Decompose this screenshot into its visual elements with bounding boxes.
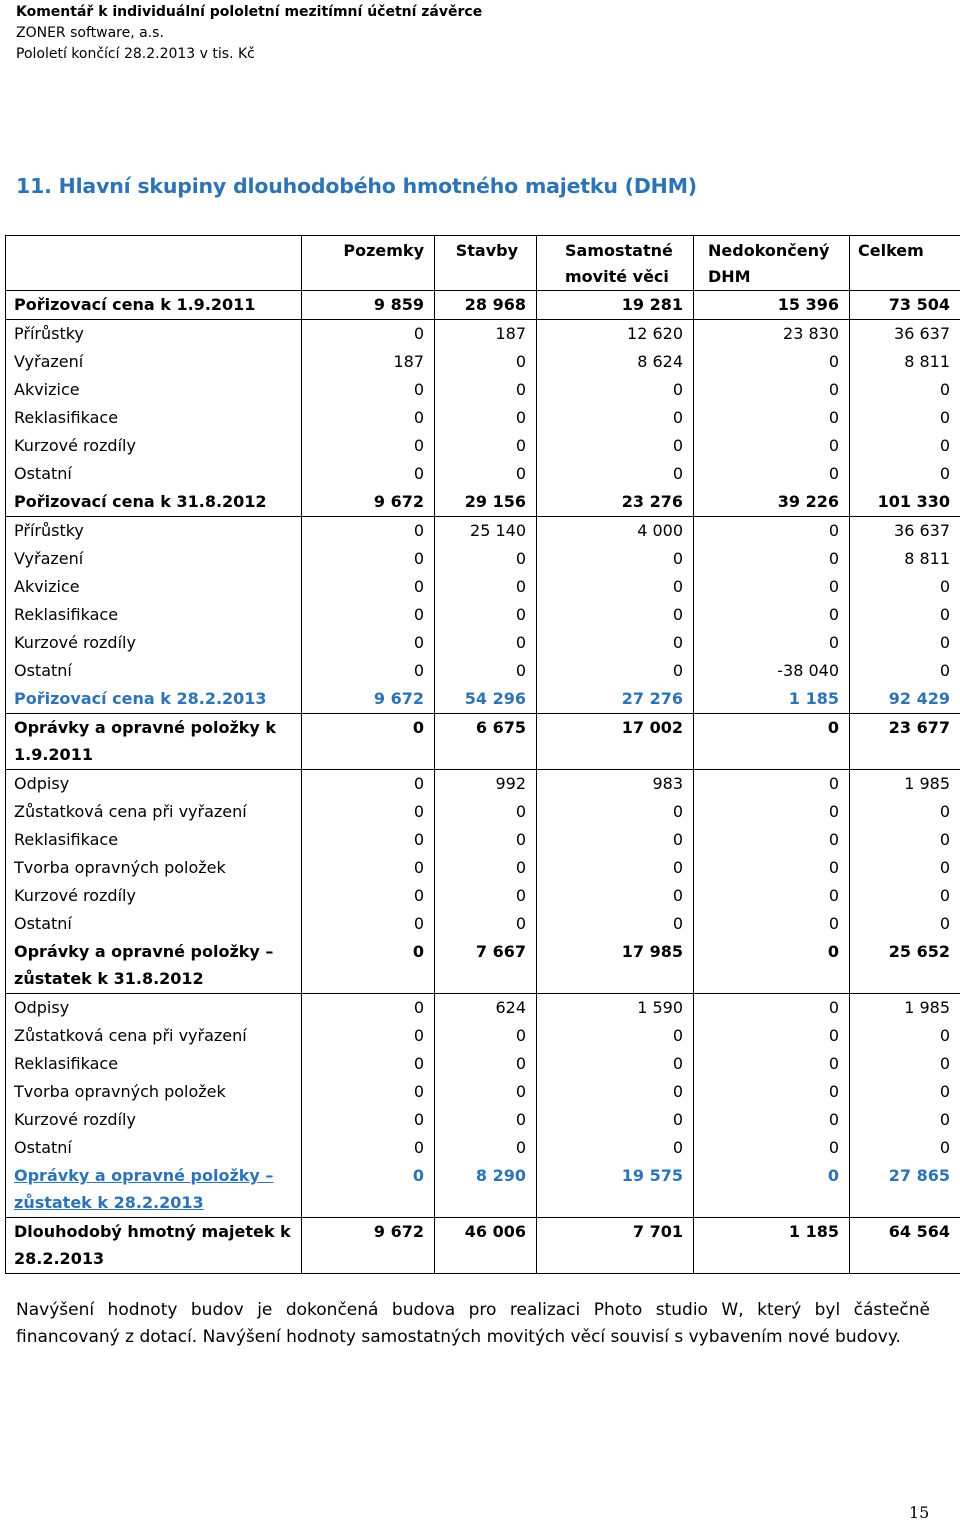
table-cell: 0 (694, 460, 850, 488)
table-cell: 0 (537, 1050, 694, 1078)
table-cell: -38 040 (694, 657, 850, 685)
table-cell: 0 (302, 1078, 435, 1106)
table-cell: 0 (694, 601, 850, 629)
table-row (6, 1134, 960, 1162)
table-cell: 8 290 (435, 1162, 537, 1218)
table-row (6, 910, 960, 938)
table-cell: 0 (537, 404, 694, 432)
table-cell: 4 000 (537, 517, 694, 546)
table-cell: 0 (694, 910, 850, 938)
row-label: Oprávky a opravné položky – zůstatek k 31.8.2012 (14, 942, 274, 988)
table-cell: 0 (850, 1050, 960, 1078)
table-row (6, 291, 960, 320)
row-label: Odpisy (14, 998, 70, 1017)
table-cell: 0 (435, 460, 537, 488)
table-cell: 0 (537, 376, 694, 404)
section-title: 11. Hlavní skupiny dlouhodobého hmotného majetku (DHM) (16, 174, 697, 198)
table-cell: 0 (435, 573, 537, 601)
table-cell: 19 575 (537, 1162, 694, 1218)
table-cell: 0 (537, 432, 694, 460)
row-label: Reklasifikace (14, 1054, 119, 1073)
row-label: Pořizovací cena k 1.9.2011 (14, 295, 256, 314)
table-cell: 0 (302, 517, 435, 546)
row-label: Dlouhodobý hmotný majetek k 28.2.2013 (14, 1222, 291, 1268)
row-label: Kurzové rozdíly (14, 633, 136, 652)
table-row (6, 854, 960, 882)
row-label: Přírůstky (14, 324, 84, 343)
table-cell: 0 (537, 545, 694, 573)
table-cell: 0 (537, 629, 694, 657)
table-cell: 0 (302, 882, 435, 910)
table-cell: 0 (435, 854, 537, 882)
table-cell: 0 (694, 1106, 850, 1134)
table-cell: 1 985 (850, 994, 960, 1023)
table-cell: 0 (694, 826, 850, 854)
row-label: Reklasifikace (14, 830, 119, 849)
table-cell: 0 (435, 1050, 537, 1078)
table-cell: 0 (537, 826, 694, 854)
table-cell: 6 675 (435, 714, 537, 770)
page-number: 15 (909, 1503, 930, 1522)
table-cell: 0 (302, 854, 435, 882)
row-label: Oprávky a opravné položky – zůstatek k 28.2.2013 (14, 1166, 274, 1212)
table-cell: 0 (302, 404, 435, 432)
table-cell: 0 (694, 798, 850, 826)
column-header-movite-veci: Samostatné movité věci (537, 236, 694, 291)
table-cell: 29 156 (435, 488, 537, 517)
table-cell: 15 396 (694, 291, 850, 320)
table-row (6, 404, 960, 432)
table-row (6, 770, 960, 799)
table-cell: 983 (537, 770, 694, 799)
table-cell: 19 281 (537, 291, 694, 320)
table-cell: 0 (302, 657, 435, 685)
table-row (6, 826, 960, 854)
table-cell: 0 (694, 432, 850, 460)
table-cell: 0 (435, 882, 537, 910)
table-cell: 36 637 (850, 320, 960, 349)
table-cell: 7 667 (435, 938, 537, 994)
table-cell: 0 (694, 404, 850, 432)
dhm-table (5, 235, 960, 1274)
table-row (6, 376, 960, 404)
table-cell: 101 330 (850, 488, 960, 517)
table-row (6, 1050, 960, 1078)
table-cell: 0 (302, 545, 435, 573)
row-label: Akvizice (14, 577, 80, 596)
table-cell: 0 (850, 1134, 960, 1162)
row-label: Reklasifikace (14, 408, 119, 427)
table-cell: 1 985 (850, 770, 960, 799)
table-cell: 0 (302, 320, 435, 349)
table-cell: 0 (850, 629, 960, 657)
table-cell: 0 (850, 1106, 960, 1134)
table-cell: 39 226 (694, 488, 850, 517)
table-cell: 28 968 (435, 291, 537, 320)
row-label: Tvorba opravných položek (14, 858, 226, 877)
table-cell: 0 (694, 882, 850, 910)
table-cell: 0 (302, 798, 435, 826)
row-label: Reklasifikace (14, 605, 119, 624)
table-cell: 25 140 (435, 517, 537, 546)
table-cell: 0 (302, 938, 435, 994)
table-cell: 0 (537, 1134, 694, 1162)
row-label: Akvizice (14, 380, 80, 399)
table-cell: 17 002 (537, 714, 694, 770)
row-label: Ostatní (14, 661, 72, 680)
table-cell: 0 (302, 1162, 435, 1218)
table-cell: 23 276 (537, 488, 694, 517)
header-period: Pololetí končící 28.2.2013 v tis. Kč (16, 46, 255, 62)
table-cell: 27 276 (537, 685, 694, 714)
table-cell: 0 (537, 882, 694, 910)
column-header-label (6, 236, 302, 291)
table-cell: 9 672 (302, 1218, 435, 1274)
table-cell: 8 811 (850, 348, 960, 376)
table-cell: 0 (302, 1050, 435, 1078)
table-cell: 0 (537, 460, 694, 488)
table-row (6, 432, 960, 460)
row-label: Oprávky a opravné položky k 1.9.2011 (14, 718, 277, 764)
table-cell: 0 (850, 404, 960, 432)
table-cell: 0 (850, 910, 960, 938)
row-label: Vyřazení (14, 549, 84, 568)
table-row (6, 629, 960, 657)
table-cell: 27 865 (850, 1162, 960, 1218)
column-header-pozemky: Pozemky (302, 236, 435, 291)
table-cell: 0 (694, 770, 850, 799)
table-row (6, 1078, 960, 1106)
table-cell: 0 (537, 1022, 694, 1050)
table-cell: 64 564 (850, 1218, 960, 1274)
table-row (6, 348, 960, 376)
table-cell: 0 (537, 657, 694, 685)
table-cell: 0 (850, 854, 960, 882)
table-cell: 0 (435, 826, 537, 854)
table-cell: 0 (435, 910, 537, 938)
table-cell: 0 (435, 601, 537, 629)
header-company: ZONER software, a.s. (16, 25, 164, 41)
table-cell: 0 (302, 1134, 435, 1162)
row-label: Ostatní (14, 1138, 72, 1157)
table-cell: 23 677 (850, 714, 960, 770)
table-cell: 1 590 (537, 994, 694, 1023)
note-paragraph: Navýšení hodnoty budov je dokončená budova pro realizaci Photo studio W, který byl částečně financovaný z dotací. Navýšení hodnoty samostatných movitých věcí souvisí s vybavením nové budovy. (16, 1300, 930, 1347)
table-row (6, 488, 960, 517)
table-cell: 0 (537, 1106, 694, 1134)
table-cell: 0 (694, 348, 850, 376)
table-cell: 9 859 (302, 291, 435, 320)
table-row (6, 460, 960, 488)
table-cell: 0 (435, 1106, 537, 1134)
table-cell: 0 (694, 629, 850, 657)
table-cell: 0 (694, 376, 850, 404)
table-row (6, 517, 960, 546)
table-cell: 0 (850, 826, 960, 854)
table-cell: 0 (435, 432, 537, 460)
table-cell: 0 (302, 1022, 435, 1050)
table-cell: 0 (302, 910, 435, 938)
table-row (6, 1162, 960, 1218)
table-cell: 0 (435, 1078, 537, 1106)
table-cell: 0 (435, 545, 537, 573)
table-cell: 0 (435, 376, 537, 404)
table-cell: 0 (694, 1078, 850, 1106)
table-cell: 624 (435, 994, 537, 1023)
table-cell: 0 (435, 1134, 537, 1162)
table-row (6, 714, 960, 770)
table-cell: 187 (302, 348, 435, 376)
table-cell: 0 (850, 432, 960, 460)
table-cell: 17 985 (537, 938, 694, 994)
table-cell: 0 (302, 573, 435, 601)
table-cell: 0 (537, 601, 694, 629)
row-label: Kurzové rozdíly (14, 886, 136, 905)
table-row (6, 657, 960, 685)
table-cell: 0 (435, 657, 537, 685)
row-label: Vyřazení (14, 352, 84, 371)
table-cell: 46 006 (435, 1218, 537, 1274)
table-row (6, 573, 960, 601)
table-cell: 12 620 (537, 320, 694, 349)
row-label: Zůstatková cena při vyřazení (14, 802, 247, 821)
table-cell: 0 (435, 629, 537, 657)
table-cell: 0 (302, 994, 435, 1023)
table-cell: 0 (435, 348, 537, 376)
table-cell: 0 (435, 1022, 537, 1050)
table-cell: 0 (537, 910, 694, 938)
table-cell: 8 811 (850, 545, 960, 573)
table-row (6, 545, 960, 573)
column-header-celkem: Celkem (850, 236, 960, 291)
table-row (6, 685, 960, 714)
table-row (6, 798, 960, 826)
table-cell: 0 (850, 882, 960, 910)
table-row (6, 938, 960, 994)
table-cell: 0 (302, 432, 435, 460)
table-cell: 0 (850, 601, 960, 629)
row-label: Tvorba opravných položek (14, 1082, 226, 1101)
table-cell: 54 296 (435, 685, 537, 714)
table-cell: 0 (694, 994, 850, 1023)
table-cell: 0 (537, 798, 694, 826)
table-cell: 73 504 (850, 291, 960, 320)
row-label: Ostatní (14, 464, 72, 483)
column-header-stavby: Stavby (435, 236, 537, 291)
table-cell: 0 (694, 517, 850, 546)
table-cell: 992 (435, 770, 537, 799)
table-cell: 0 (850, 1022, 960, 1050)
row-label: Ostatní (14, 914, 72, 933)
table-cell: 0 (850, 1078, 960, 1106)
table-cell: 0 (435, 798, 537, 826)
table-cell: 0 (694, 1134, 850, 1162)
table-cell: 1 185 (694, 1218, 850, 1274)
table-cell: 0 (694, 714, 850, 770)
header-title: Komentář k individuální pololetní mezitímní účetní závěrce (16, 4, 483, 20)
table-cell: 92 429 (850, 685, 960, 714)
table-cell: 0 (694, 938, 850, 994)
page-header (16, 2, 482, 65)
table-cell: 0 (694, 573, 850, 601)
table-cell: 0 (850, 460, 960, 488)
table-cell: 0 (694, 1162, 850, 1218)
table-cell: 0 (694, 1022, 850, 1050)
table-cell: 0 (537, 1078, 694, 1106)
row-label: Odpisy (14, 774, 70, 793)
row-label: Přírůstky (14, 521, 84, 540)
table-cell: 0 (850, 573, 960, 601)
table-cell: 0 (694, 854, 850, 882)
table-cell: 0 (302, 376, 435, 404)
table-row (6, 1218, 960, 1274)
table-row (6, 1022, 960, 1050)
table-cell: 25 652 (850, 938, 960, 994)
table-cell: 0 (694, 1050, 850, 1078)
table-cell: 0 (435, 404, 537, 432)
table-cell: 0 (850, 798, 960, 826)
row-label: Kurzové rozdíly (14, 1110, 136, 1129)
table-cell: 0 (302, 629, 435, 657)
table-cell: 0 (302, 601, 435, 629)
table-cell: 23 830 (694, 320, 850, 349)
table-cell: 0 (302, 770, 435, 799)
column-header-nedokonceny: Nedokončený DHM (694, 236, 850, 291)
table-row (6, 994, 960, 1023)
table-cell: 36 637 (850, 517, 960, 546)
row-label: Zůstatková cena při vyřazení (14, 1026, 247, 1045)
table-cell: 0 (850, 376, 960, 404)
table-cell: 0 (302, 460, 435, 488)
row-label: Kurzové rozdíly (14, 436, 136, 455)
table-row (6, 882, 960, 910)
table-cell: 7 701 (537, 1218, 694, 1274)
table-cell: 0 (694, 545, 850, 573)
row-label: Pořizovací cena k 28.2.2013 (14, 689, 267, 708)
table-cell: 0 (302, 714, 435, 770)
table-row (6, 1106, 960, 1134)
table-cell: 9 672 (302, 488, 435, 517)
table-cell: 1 185 (694, 685, 850, 714)
table-header-row (6, 236, 960, 291)
row-label: Pořizovací cena k 31.8.2012 (14, 492, 267, 511)
table-cell: 0 (537, 854, 694, 882)
table-cell: 0 (302, 826, 435, 854)
table-cell: 187 (435, 320, 537, 349)
table-cell: 0 (302, 1106, 435, 1134)
table-row (6, 320, 960, 349)
table-cell: 8 624 (537, 348, 694, 376)
table-cell: 9 672 (302, 685, 435, 714)
table-cell: 0 (537, 573, 694, 601)
table-cell: 0 (850, 657, 960, 685)
table-row (6, 601, 960, 629)
